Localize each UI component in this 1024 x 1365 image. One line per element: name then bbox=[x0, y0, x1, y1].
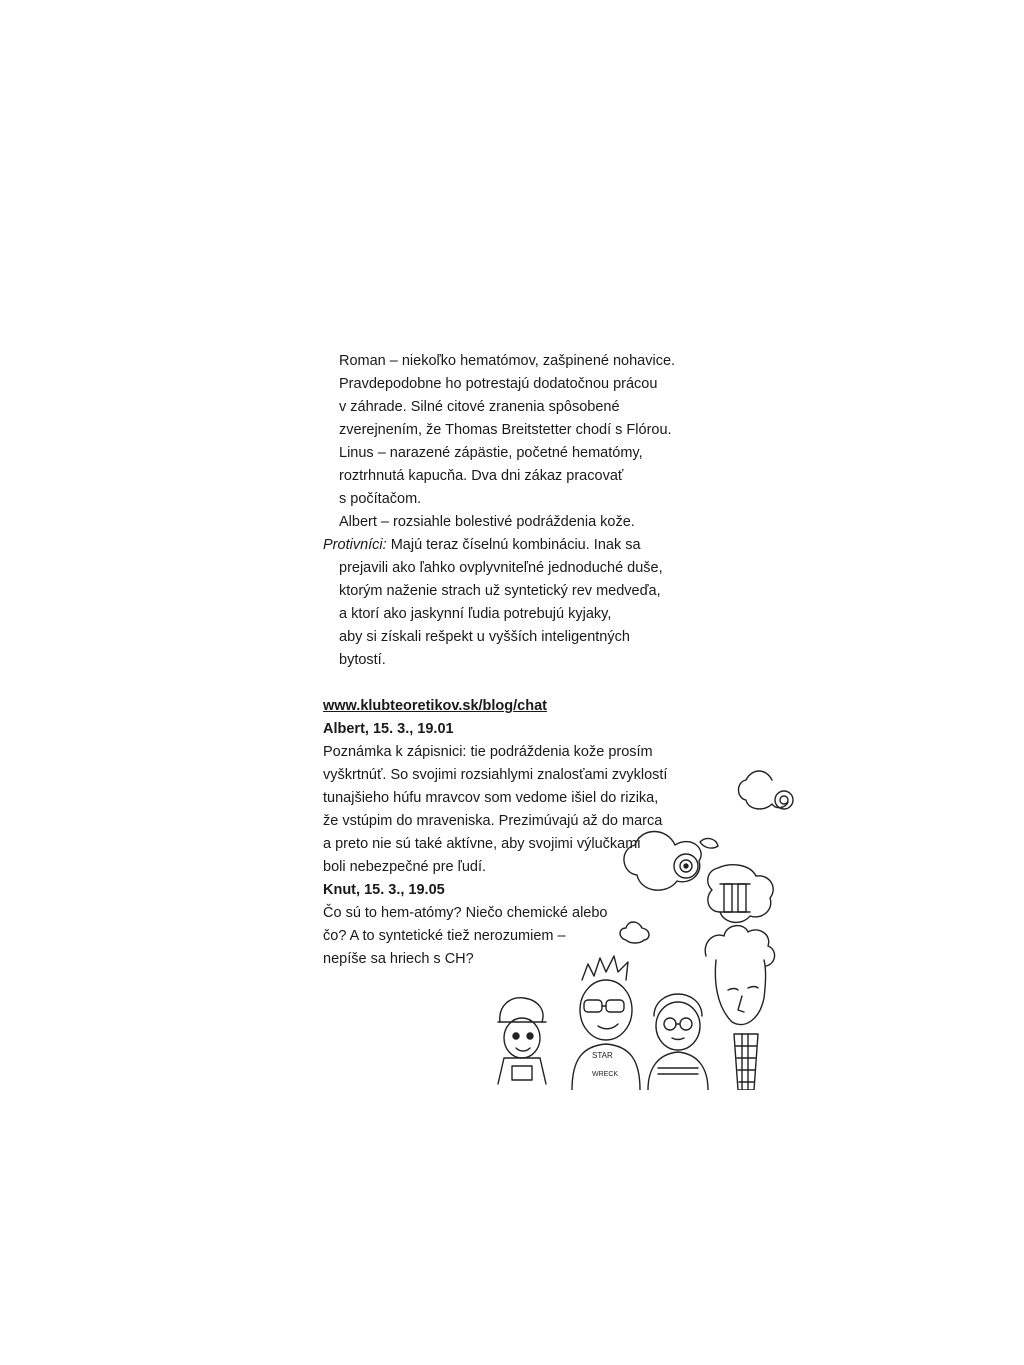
spacer bbox=[323, 672, 803, 695]
kid-with-glasses-figure bbox=[572, 956, 640, 1090]
report-line: zverejnením, že Thomas Breitstetter chodí s Flórou. bbox=[339, 422, 672, 438]
post-line: tunajšieho húfu mravcov som vedome išiel do rizika, bbox=[323, 790, 659, 806]
opponents-text: Majú teraz číselnú kombináciu. Inak sa bbox=[386, 537, 641, 553]
thought-cloud-columns-icon bbox=[708, 865, 773, 923]
report-line: roztrhnutá kapucňa. Dva dni zákaz pracovať bbox=[339, 468, 624, 484]
post-line: Poznámka k zápisnici: tie podráždenia kože prosím bbox=[323, 744, 653, 760]
post-header: Knut, 15. 3., 19.05 bbox=[323, 882, 445, 898]
post-line: Čo sú to hem-atómy? Niečo chemické alebo bbox=[323, 905, 608, 921]
post-line: a preto nie sú také aktívne, aby svojimi výlučkami bbox=[323, 836, 641, 852]
post-line: nepíše sa hriech s CH? bbox=[323, 951, 474, 967]
tshirt-text-bottom: WRECK bbox=[592, 1071, 619, 1078]
small-cloud-icon bbox=[620, 922, 649, 943]
thought-cloud-eye-icon bbox=[624, 832, 718, 891]
kids-illustration bbox=[490, 760, 800, 1090]
kid-with-cap-figure bbox=[498, 998, 546, 1084]
post-header: Albert, 15. 3., 19.01 bbox=[323, 721, 454, 737]
post-line: že vstúpim do mraveniska. Prezimúvajú až do marca bbox=[323, 813, 663, 829]
report-line: Roman – niekoľko hematómov, zašpinené nohavice. bbox=[339, 353, 676, 369]
post-line: čo? A to syntetické tiež nerozumiem – bbox=[323, 928, 566, 944]
thought-cloud-gear-icon bbox=[739, 771, 794, 809]
opponents-line: prejavili ako ľahko ovplyvniteľné jednoduché duše, bbox=[339, 560, 663, 576]
opponents-line: bytostí. bbox=[339, 652, 386, 668]
post-line: vyškrtnúť. So svojimi rozsiahlymi znalosťami zvyklostí bbox=[323, 767, 668, 783]
opponents-line: a ktorí ako jaskynní ľudia potrebujú kyjaky, bbox=[339, 606, 612, 622]
kid-arms-crossed-figure bbox=[648, 994, 708, 1090]
report-line: Pravdepodobne ho potrestajú dodatočnou prácou bbox=[339, 376, 658, 392]
tshirt-text-top: STAR bbox=[592, 1051, 613, 1060]
opponents-label: Protivníci: bbox=[323, 537, 387, 553]
report-line: v záhrade. Silné citové zranenia spôsobené bbox=[339, 399, 620, 415]
report-line: s počítačom. bbox=[339, 491, 422, 507]
opponents-line: aby si získali rešpekt u vyšších inteligentných bbox=[339, 629, 630, 645]
report-line: Albert – rozsiahle bolestivé podráždenia kože. bbox=[339, 514, 635, 530]
post-line: boli nebezpečné pre ľudí. bbox=[323, 859, 487, 875]
tall-kid-figure bbox=[705, 926, 774, 1090]
blog-url-link[interactable]: www.klubteoretikov.sk/blog/chat bbox=[323, 698, 547, 714]
opponents-line: ktorým naženie strach už syntetický rev medveďa, bbox=[339, 583, 661, 599]
report-line: Linus – narazené zápästie, početné hematómy, bbox=[339, 445, 643, 461]
opponents-line bbox=[323, 534, 803, 557]
